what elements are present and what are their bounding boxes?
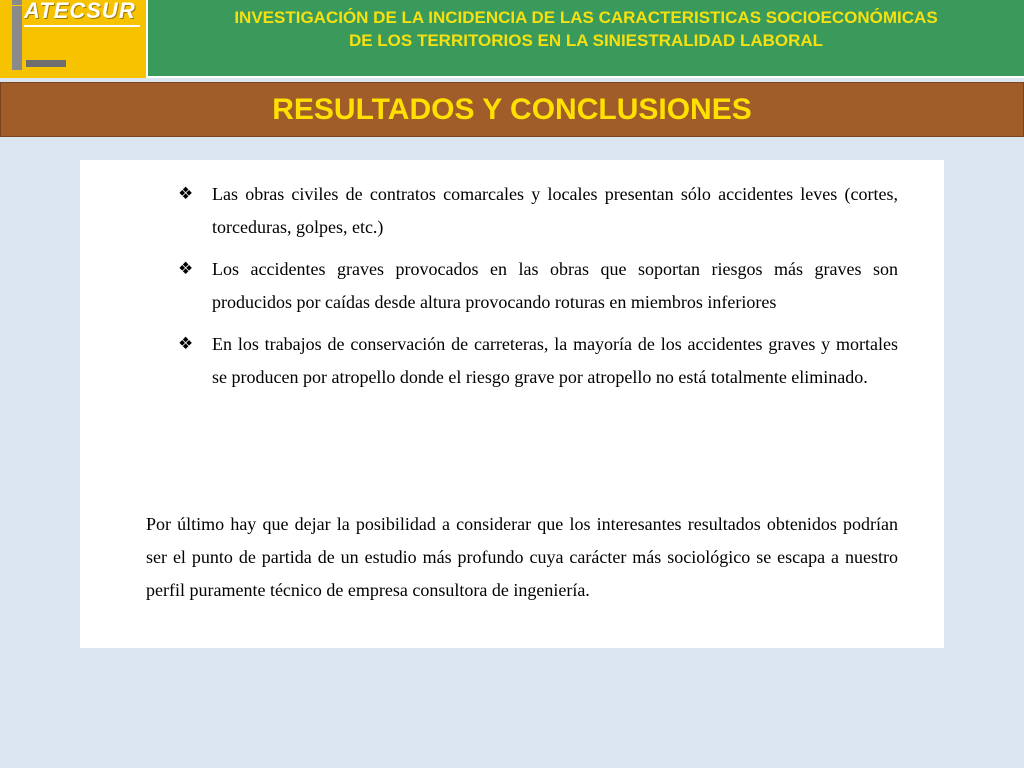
header-title [156, 6, 1016, 52]
bullet-item [176, 178, 898, 244]
section-banner [0, 82, 1024, 137]
atecsur-logo [0, 0, 146, 78]
diamond-bullet-icon: ❖ [178, 334, 194, 354]
header-title-box [148, 0, 1024, 76]
logo-subtext-mark [26, 60, 66, 67]
bullet-item [176, 253, 898, 319]
bullet-list [176, 178, 898, 403]
bullet-text: En los trabajos de conservación de carreteras, la mayoría de los accidentes graves y mortales se producen por atropello donde el riesgo grave por atropello no está totalmente eliminado. [212, 334, 898, 387]
content-panel [80, 160, 944, 648]
header-title-line-2: DE LOS TERRITORIOS EN LA SINIESTRALIDAD LABORAL [348, 31, 824, 50]
closing-paragraph: Por último hay que dejar la posibilidad a considerar que los interesantes resultados obtenidos podrían ser el punto de partida de un estudio más profundo cuya carácter más sociológico se escapa a nuestro perfil puramente técnico de empresa consultora de ingeniería. [146, 514, 898, 600]
bullet-text: Las obras civiles de contratos comarcales y locales presentan sólo accidentes leves (cortes, torceduras, golpes, etc.) [212, 184, 898, 237]
diamond-bullet-icon: ❖ [178, 259, 194, 279]
header-title-line-1: INVESTIGACIÓN DE LA INCIDENCIA DE LAS CARACTERISTICAS SOCIOECONÓMICAS [234, 8, 938, 27]
logo-i-dot [12, 0, 22, 5]
logo-i-bar [12, 6, 22, 70]
logo-underline [24, 25, 140, 27]
header [0, 0, 1024, 78]
section-title: RESULTADOS Y CONCLUSIONES [272, 92, 752, 126]
bullet-text: Los accidentes graves provocados en las obras que soportan riesgos más graves son producidos por caídas desde altura provocando roturas en miembros inferiores [212, 259, 898, 312]
bullet-item [176, 328, 898, 394]
diamond-bullet-icon: ❖ [178, 184, 194, 204]
logo-text: ATECSUR [24, 0, 136, 23]
